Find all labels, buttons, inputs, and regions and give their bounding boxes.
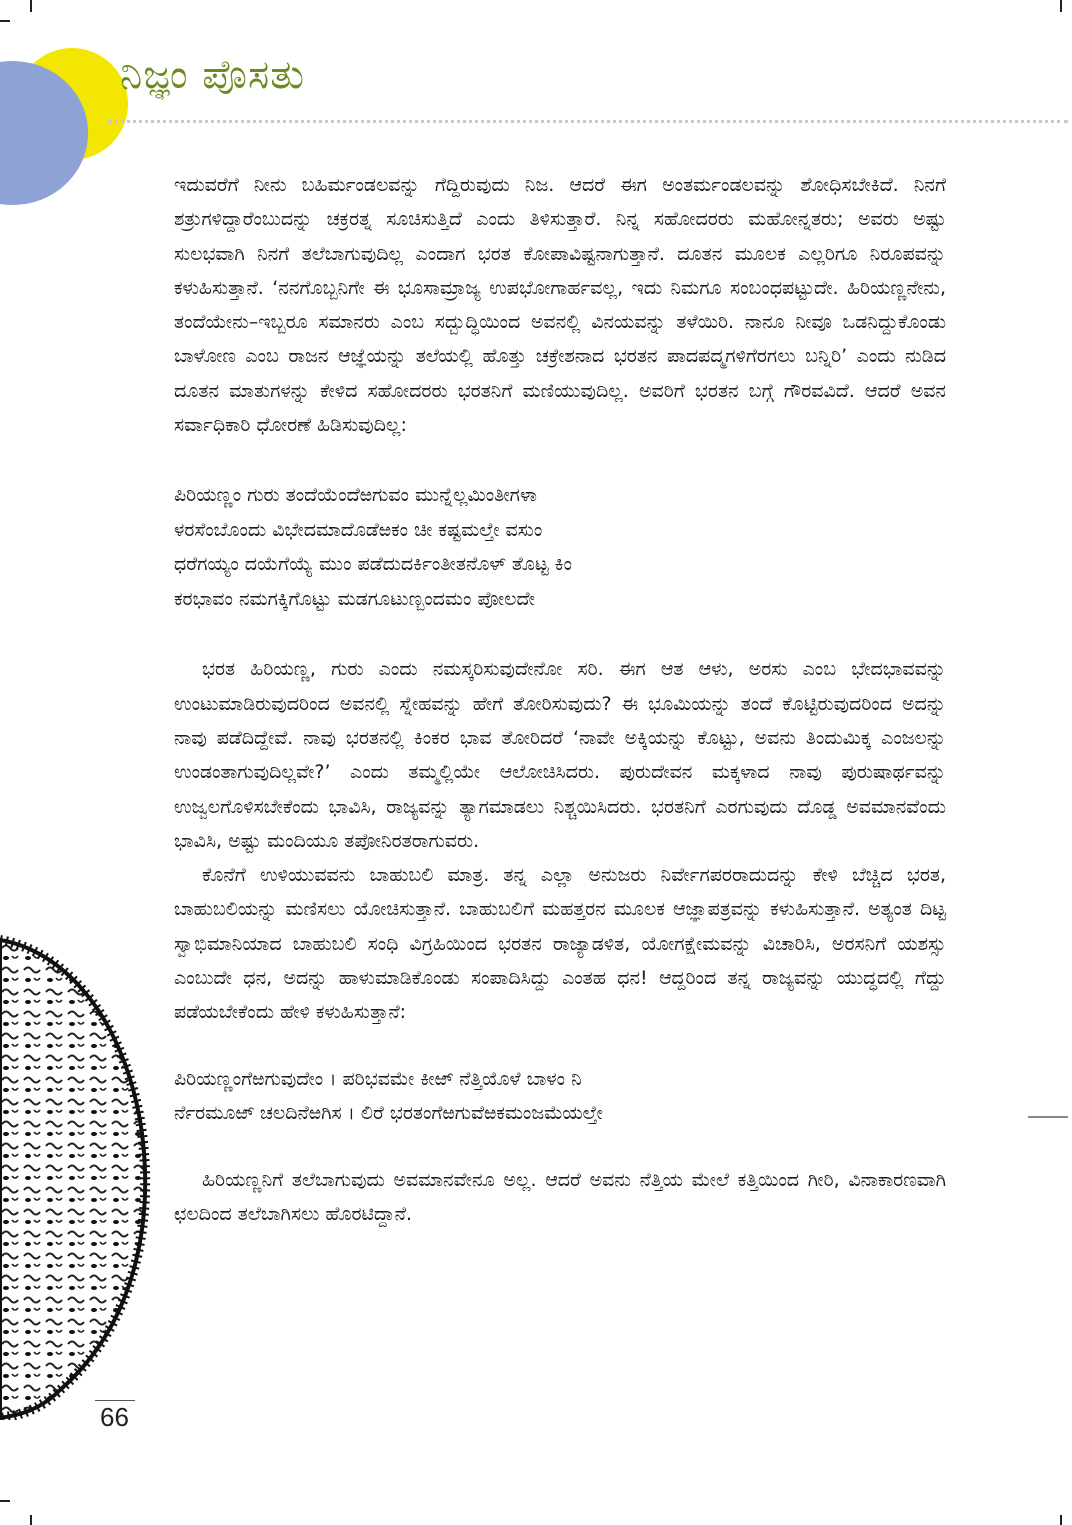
verse-line: ಕರಭಾವಂ ನಮಗಕ್ಕಿಗೊಟ್ಟು ಮಡಗೂಟುಣ್ಬಂದಮಂ ಪೋಲದೇ [174, 587, 535, 610]
page-number: 66 [100, 1402, 129, 1432]
header-circles-decoration [0, 48, 140, 218]
crop-mark-top-right [1060, 0, 1062, 12]
verse-line: ಳರಸೆಂಬೊಂದು ವಿಭೇದಮಾದೊಡೆಱಕಂ ಚೀ ಕಷ್ಟಮಲ್ತೇ ವಸುಂ [174, 518, 543, 541]
header-dotted-rule [108, 120, 1068, 123]
crop-mark-bottom-left [30, 1515, 32, 1525]
verse-line: ಪಿರಿಯಣ್ಣಂಗೆಱಗುವುದೇಂ । ಪರಿಭವಮೇ ಕೀಱ್ ನೆತ್ತಿಯೊಳೆ ಬಾಳಂ ನಿ [174, 1067, 582, 1090]
spacer [174, 616, 946, 652]
verse-line: ರ್ನೆರಮೂಱ್ ಚಲದಿನೆಱಗಿಸ । ಲಿರೆ ಭರತಂಗೆಱಗುವೆಱಕಮಂಜಮೆಯಲ್ತೇ [174, 1102, 603, 1125]
margin-mark [1028, 1116, 1068, 1118]
crop-mark-left-lower [0, 1500, 10, 1502]
spacer [174, 1030, 946, 1062]
spacer [174, 1131, 946, 1163]
verse-line: ಧರೆಗಯ್ಯಂ ದಯೆಗೆಯ್ಯೆ ಮುಂ ಪಡೆದುದರ್ಕಿಂತೀತನೊಳ್ ತೊಟ್ಟ ಕಿಂ [174, 553, 572, 576]
section-title: ನಿಜ್ಞಂ ಪೊಸತು [120, 52, 306, 98]
paragraph-4: ಹಿರಿಯಣ್ಣನಿಗೆ ತಲೆಬಾಗುವುದು ಅವಮಾನವೇನೂ ಅಲ್ಲ. ಆದರೆ ಅವನು ನೆತ್ತಿಯ ಮೇಲೆ ಕತ್ತಿಯಿಂದ ಗೀರಿ, ವಿನಾಕಾರಣವಾಗಿ ಛಲದಿಂದ ತಲೆಬಾಗಿಸಲು ಹೊರಟಿದ್ದಾನೆ. [174, 1168, 946, 1225]
crop-mark-left-upper [0, 20, 10, 22]
page-content [174, 168, 946, 1231]
crop-mark-bottom-right [1060, 1515, 1062, 1525]
verse-block-1 [174, 478, 946, 616]
decorative-pattern-illustration [0, 920, 170, 1420]
verse-line: ಪಿರಿಯಣ್ಣಂ ಗುರು ತಂದೆಯೆಂದೆಱಗುವಂ ಮುನ್ನೆಲ್ಲಮಿಂತೀಗಳಾ [174, 484, 537, 507]
pattern-blob [0, 940, 145, 1418]
paragraph-3: ಕೊನೆಗೆ ಉಳಿಯುವವನು ಬಾಹುಬಲಿ ಮಾತ್ರ. ತನ್ನ ಎಲ್ಲಾ ಅನುಜರು ನಿರ್ವೇಗಪರರಾದುದನ್ನು ಕೇಳಿ ಬೆಚ್ಚಿದ ಭರತ, ಬಾಹುಬಲಿಯನ್ನು ಮಣಿಸಲು ಯೋಚಿಸುತ್ತಾನೆ. ಬಾಹುಬಲಿಗೆ ಮಹತ್ತರನ ಮೂಲಕ ಆಜ್ಞಾಪತ್ರವನ್ನು ಕಳುಹಿಸುತ್ತಾನೆ. ಅತ್ಯಂತ ದಿಟ್ಟ ಸ್ವಾಭಿಮಾನಿಯಾದ ಬಾಹುಬಲಿ ಸಂಧಿ ವಿಗ್ರಹಿಯಿಂದ ಭರತನ ರಾಜ್ಯಾಡಳಿತ, ಯೋಗಕ್ಷೇಮವನ್ನು ವಿಚಾರಿಸಿ, ಅರಸನಿಗೆ ಯಶಸ್ಸು ಎಂಬುದೇ ಧನ, ಅದನ್ನು ಹಾಳುಮಾಡಿಕೊಂಡು ಸಂಪಾದಿಸಿದ್ದು ಎಂತಹ ಧನ! ಆದ್ದರಿಂದ ತನ್ನ ರಾಜ್ಯವನ್ನು ಯುದ್ಧದಲ್ಲಿ ಗೆದ್ದು ಪಡೆಯಬೇಕೆಂದು ಹೇಳಿ ಕಳುಹಿಸುತ್ತಾನೆ: [174, 864, 946, 1024]
paragraph-1: ಇದುವರೆಗೆ ನೀನು ಬಹಿರ್ಮಂಡಲವನ್ನು ಗೆದ್ದಿರುವುದು ನಿಜ. ಆದರೆ ಈಗ ಅಂತರ್ಮಂಡಲವನ್ನು ಶೋಧಿಸಬೇಕಿದೆ. ನಿನಗೆ ಶತ್ರುಗಳಿದ್ದಾರೆಂಬುದನ್ನು ಚಕ್ರರತ್ನ ಸೂಚಿಸುತ್ತಿದೆ ಎಂದು ತಿಳಿಸುತ್ತಾರೆ. ನಿನ್ನ ಸಹೋದರರು ಮಹೋನ್ನತರು; ಅವರು ಅಷ್ಟು ಸುಲಭವಾಗಿ ನಿನಗೆ ತಲೆಬಾಗುವುದಿಲ್ಲ ಎಂದಾಗ ಭರತ ಕೋಪಾವಿಷ್ಟನಾಗುತ್ತಾನೆ. ದೂತನ ಮೂಲಕ ಎಲ್ಲರಿಗೂ ನಿರೂಪವನ್ನು ಕಳುಹಿಸುತ್ತಾನೆ. ‘ನನಗೊಬ್ಬನಿಗೇ ಈ ಭೂಸಾಮ್ರಾಜ್ಯ ಉಪಭೋಗಾರ್ಹವಲ್ಲ, ಇದು ನಿಮಗೂ ಸಂಬಂಧಪಟ್ಟುದೇ. ಹಿರಿಯಣ್ಣನೇನು, ತಂದೆಯೇನು–ಇಬ್ಬರೂ ಸಮಾನರು ಎಂಬ ಸದ್ಬುದ್ಧಿಯಿಂದ ಅವನಲ್ಲಿ ವಿನಯವನ್ನು ತಳೆಯಿರಿ. ನಾನೂ ನೀವೂ ಒಡನಿದ್ದುಕೊಂಡು ಬಾಳೋಣ ಎಂಬ ರಾಜನ ಆಜ್ಞೆಯನ್ನು ತಲೆಯಲ್ಲಿ ಹೊತ್ತು ಚಕ್ರೇಶನಾದ ಭರತನ ಪಾದಪದ್ಮಗಳಿಗೆರಗಲು ಬನ್ನಿರಿ’ ಎಂದು ನುಡಿದ ದೂತನ ಮಾತುಗಳನ್ನು ಕೇಳಿದ ಸಹೋದರರು ಭರತನಿಗೆ ಮಣಿಯುವುದಿಲ್ಲ. ಅವರಿಗೆ ಭರತನ ಬಗ್ಗೆ ಗೌರವವಿದೆ. ಆದರೆ ಅವನ ಸರ್ವಾಧಿಕಾರಿ ಧೋರಣೆ ಹಿಡಿಸುವುದಿಲ್ಲ: [174, 174, 946, 437]
paragraph-2: ಭರತ ಹಿರಿಯಣ್ಣ, ಗುರು ಎಂದು ನಮಸ್ಕರಿಸುವುದೇನೋ ಸರಿ. ಈಗ ಆತ ಆಳು, ಅರಸು ಎಂಬ ಭೇದಭಾವವನ್ನು ಉಂಟುಮಾಡಿರುವುದರಿಂದ ಅವನಲ್ಲಿ ಸ್ನೇಹವನ್ನು ಹೇಗೆ ತೋರಿಸುವುದು? ಈ ಭೂಮಿಯನ್ನು ತಂದೆ ಕೊಟ್ಟಿರುವುದರಿಂದ ಅದನ್ನು ನಾವು ಪಡೆದಿದ್ದೇವೆ. ನಾವು ಭರತನಲ್ಲಿ ಕಿಂಕರ ಭಾವ ತೋರಿದರೆ ‘ನಾವೇ ಅಕ್ಕಿಯನ್ನು ಕೊಟ್ಟು, ಅವನು ತಿಂದುಮಿಕ್ಕ ಎಂಜಲನ್ನು ಉಂಡಂತಾಗುವುದಿಲ್ಲವೇ?’ ಎಂದು ತಮ್ಮಲ್ಲಿಯೇ ಆಲೋಚಿಸಿದರು. ಪುರುದೇವನ ಮಕ್ಕಳಾದ ನಾವು ಪುರುಷಾರ್ಥವನ್ನು ಉಜ್ವಲಗೊಳಿಸಬೇಕೆಂದು ಭಾವಿಸಿ, ರಾಜ್ಯವನ್ನು ತ್ಯಾಗಮಾಡಲು ನಿಶ್ಚಯಿಸಿದರು. ಭರತನಿಗೆ ಎರಗುವುದು ದೊಡ್ಡ ಅವಮಾನವೆಂದು ಭಾವಿಸಿ, ಅಷ್ಟು ಮಂದಿಯೂ ತಪೋನಿರತರಾಗುವರು. [174, 658, 946, 852]
page-number-rule [95, 1400, 135, 1401]
spacer [174, 442, 946, 478]
crop-mark-top-left [30, 0, 32, 12]
verse-block-2 [174, 1062, 946, 1131]
